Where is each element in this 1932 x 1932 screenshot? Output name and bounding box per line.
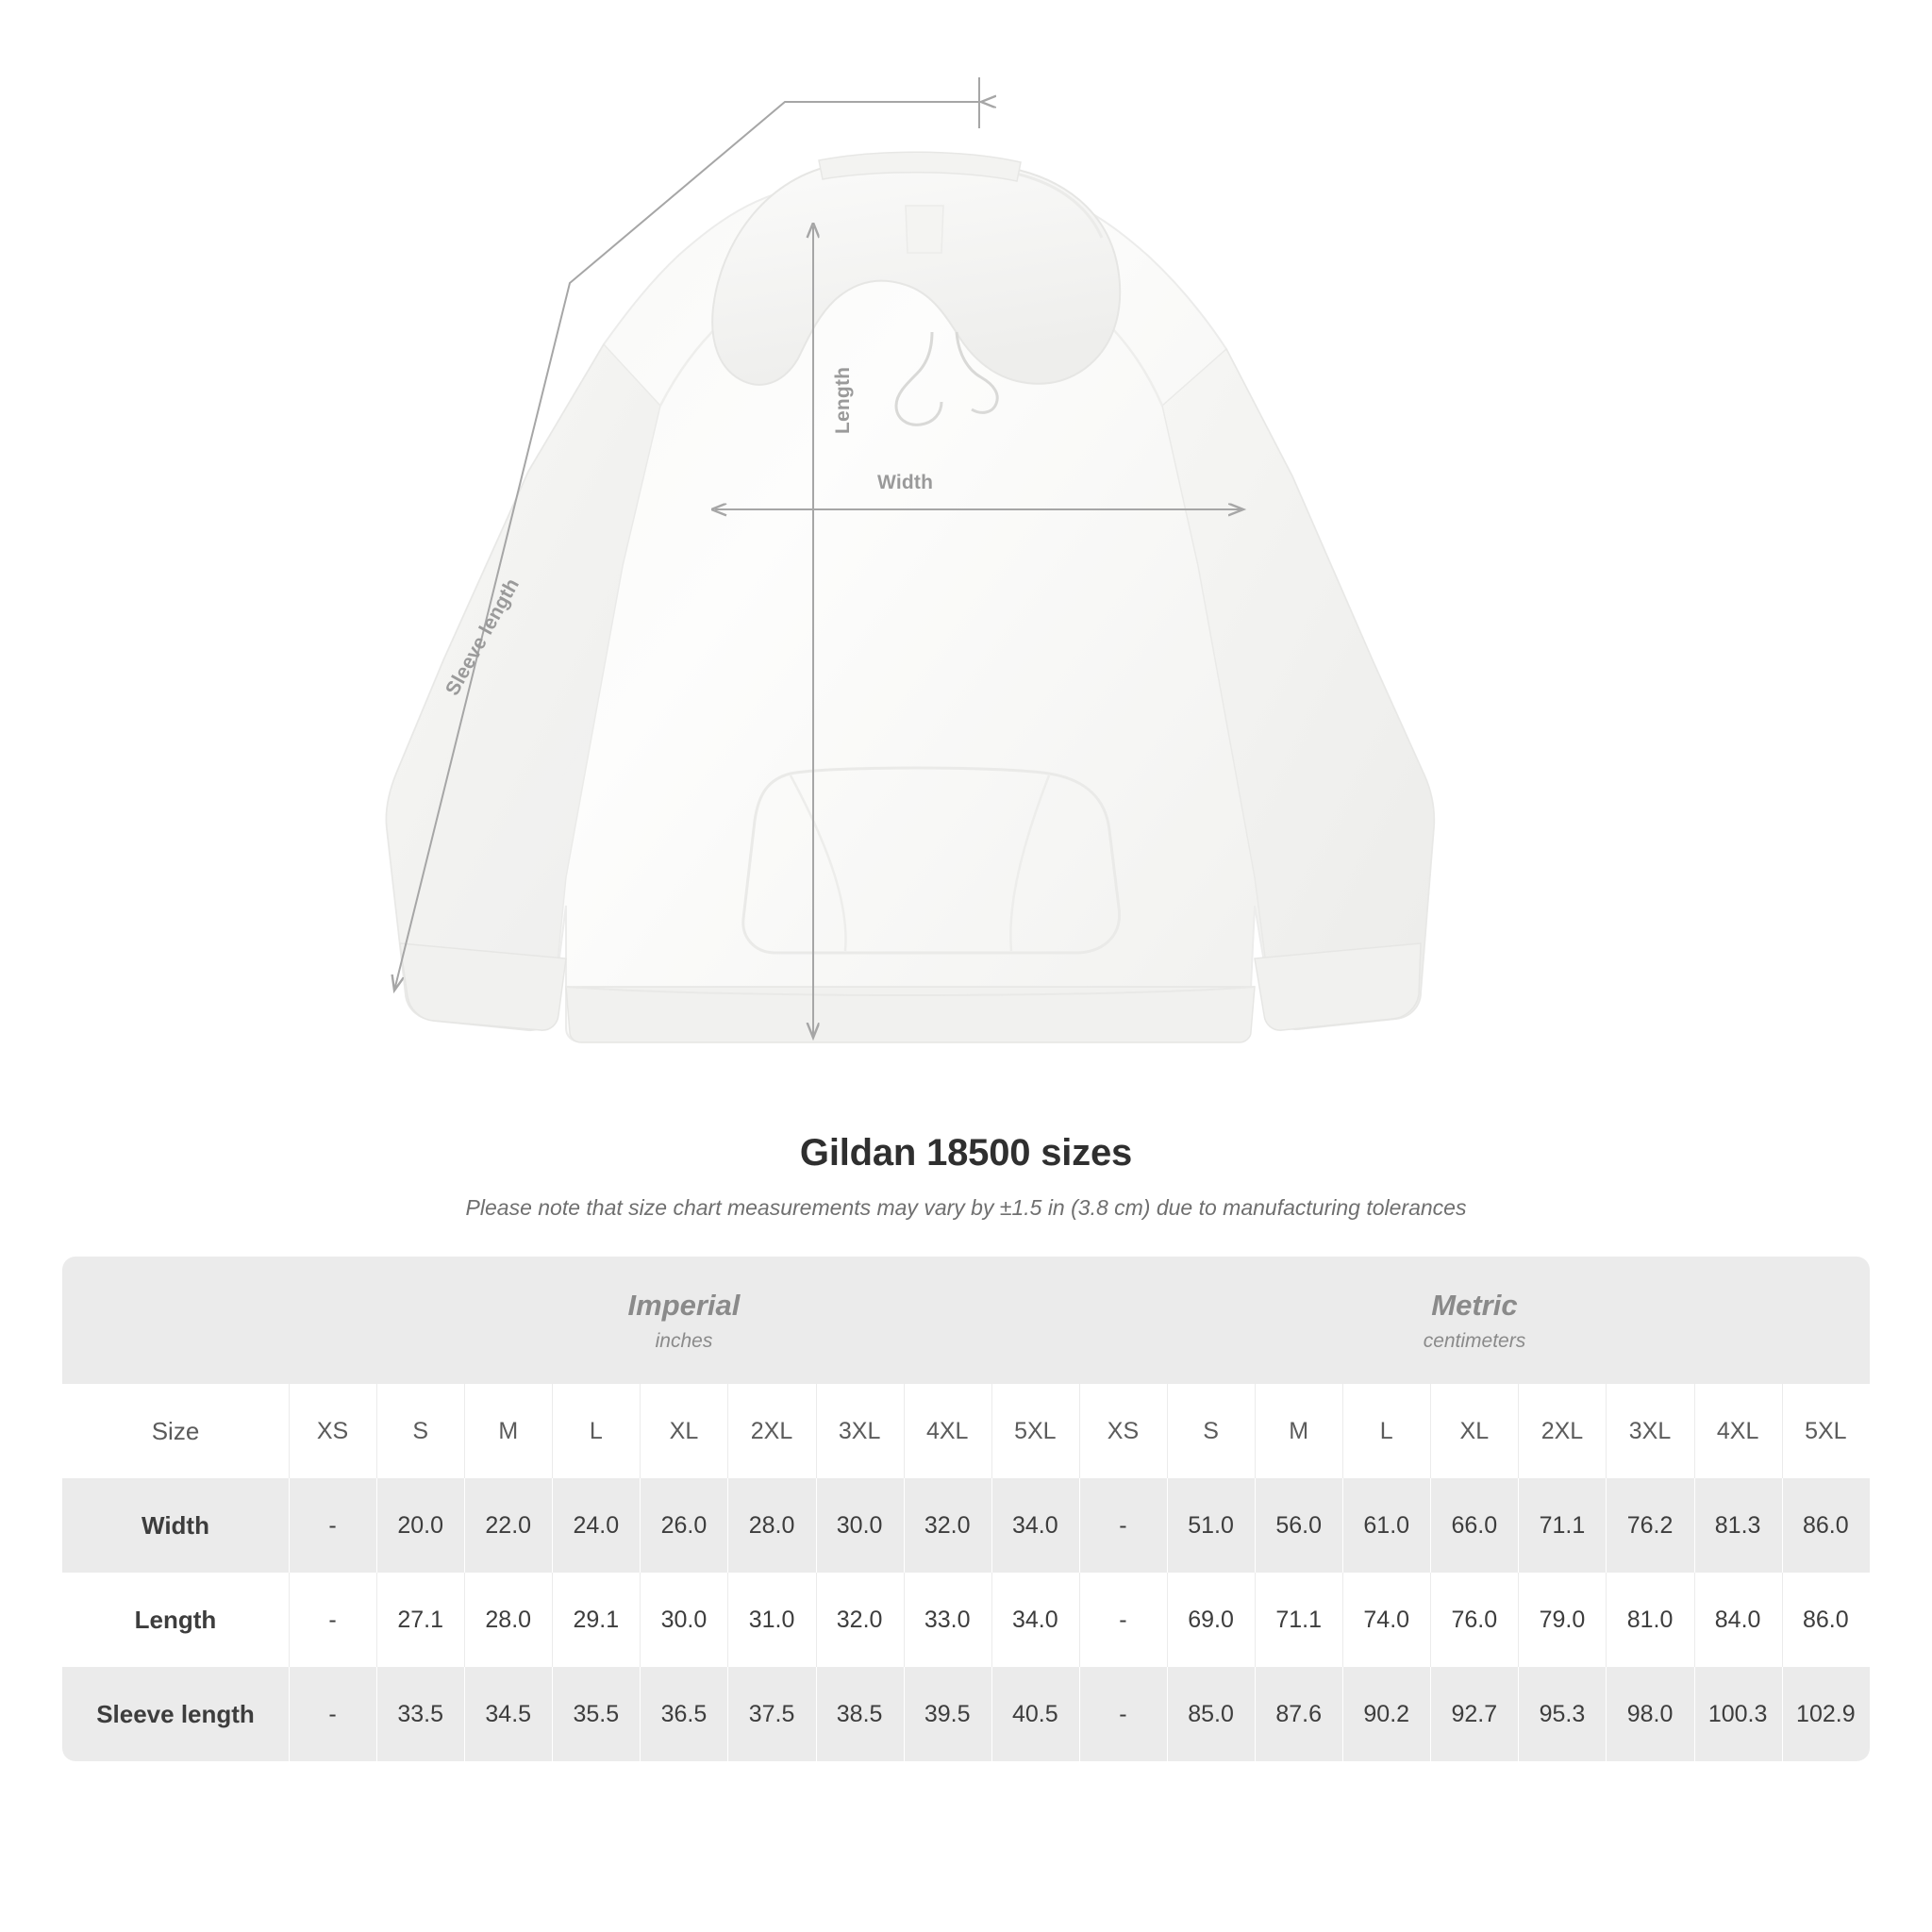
cell-length-s-imperial: 27.1 [376, 1573, 464, 1667]
hoodie-body-shape [386, 152, 1434, 1042]
cell-sleeve-m-imperial: 34.5 [464, 1667, 552, 1761]
cell-length-4xl-metric: 84.0 [1694, 1573, 1782, 1667]
cell-sleeve-m-metric: 87.6 [1255, 1667, 1342, 1761]
cell-sleeve-l-imperial: 35.5 [552, 1667, 640, 1761]
cell-length-xl-metric: 76.0 [1430, 1573, 1518, 1667]
row-label-sleeve-length: Sleeve length [62, 1667, 289, 1761]
size-header-row [62, 1384, 1870, 1478]
cell-width-s-imperial: 20.0 [376, 1478, 464, 1573]
cell-sleeve-2xl-imperial: 37.5 [727, 1667, 815, 1761]
col-header-2xl-metric: 2XL [1518, 1384, 1606, 1478]
table-corner-label: Size [62, 1384, 289, 1478]
chart-title: Gildan 18500 sizes [799, 1132, 1133, 1174]
col-header-xl-metric: XL [1430, 1384, 1518, 1478]
cell-sleeve-xl-metric: 92.7 [1430, 1667, 1518, 1761]
cell-width-l-metric: 61.0 [1342, 1478, 1430, 1573]
cell-sleeve-4xl-imperial: 39.5 [904, 1667, 991, 1761]
cell-length-xs-imperial: - [289, 1573, 376, 1667]
size-table-wrapper [62, 1257, 1870, 1761]
col-header-5xl-imperial: 5XL [991, 1384, 1079, 1478]
length-label: Length [832, 366, 854, 434]
cell-width-5xl-metric: 86.0 [1782, 1478, 1870, 1573]
cell-length-l-metric: 74.0 [1342, 1573, 1430, 1667]
cell-width-2xl-metric: 71.1 [1518, 1478, 1606, 1573]
size-table [62, 1257, 1870, 1761]
cell-sleeve-xl-imperial: 36.5 [640, 1667, 727, 1761]
col-header-2xl-imperial: 2XL [727, 1384, 815, 1478]
row-label-length: Length [62, 1573, 289, 1667]
cell-sleeve-xs-metric: - [1079, 1667, 1167, 1761]
cell-width-4xl-imperial: 32.0 [904, 1478, 991, 1573]
col-header-l-imperial: L [552, 1384, 640, 1478]
cell-sleeve-3xl-imperial: 38.5 [816, 1667, 904, 1761]
col-header-xs-metric: XS [1079, 1384, 1167, 1478]
cell-width-xl-metric: 66.0 [1430, 1478, 1518, 1573]
unit-group-metric-sub: centimeters [1423, 1329, 1526, 1352]
col-header-4xl-imperial: 4XL [904, 1384, 991, 1478]
cell-sleeve-l-metric: 90.2 [1342, 1667, 1430, 1761]
table-row [62, 1478, 1870, 1573]
row-label-width: Width [62, 1478, 289, 1573]
cell-length-3xl-metric: 81.0 [1606, 1573, 1693, 1667]
cell-width-5xl-imperial: 34.0 [991, 1478, 1079, 1573]
cell-width-xs-metric: - [1079, 1478, 1167, 1573]
unit-group-imperial-sub: inches [655, 1329, 713, 1352]
col-header-3xl-metric: 3XL [1606, 1384, 1693, 1478]
col-header-s-metric: S [1167, 1384, 1255, 1478]
cell-width-4xl-metric: 81.3 [1694, 1478, 1782, 1573]
cell-sleeve-5xl-imperial: 40.5 [991, 1667, 1079, 1761]
sleeve-length-label: Sleeve length [441, 575, 525, 700]
chart-note: Please note that size chart measurements may vary by ±1.5 in (3.8 cm) due to manufacturing tolerances [465, 1195, 1467, 1220]
cell-sleeve-4xl-metric: 100.3 [1694, 1667, 1782, 1761]
cell-length-xs-metric: - [1079, 1573, 1167, 1667]
col-header-xs-imperial: XS [289, 1384, 376, 1478]
col-header-3xl-imperial: 3XL [816, 1384, 904, 1478]
unit-group-metric-name: Metric [1431, 1288, 1518, 1322]
cell-width-xs-imperial: - [289, 1478, 376, 1573]
unit-header-row [62, 1257, 1870, 1384]
unit-row-spacer [62, 1257, 289, 1384]
cell-length-5xl-imperial: 34.0 [991, 1573, 1079, 1667]
cell-sleeve-xs-imperial: - [289, 1667, 376, 1761]
col-header-s-imperial: S [376, 1384, 464, 1478]
cell-length-s-metric: 69.0 [1167, 1573, 1255, 1667]
chart-heading-block [0, 1132, 1932, 1221]
unit-group-imperial [289, 1257, 1079, 1384]
cell-length-xl-imperial: 30.0 [640, 1573, 727, 1667]
col-header-m-imperial: M [464, 1384, 552, 1478]
cell-width-m-imperial: 22.0 [464, 1478, 552, 1573]
cell-width-2xl-imperial: 28.0 [727, 1478, 815, 1573]
cell-width-xl-imperial: 26.0 [640, 1478, 727, 1573]
cell-width-l-imperial: 24.0 [552, 1478, 640, 1573]
col-header-4xl-metric: 4XL [1694, 1384, 1782, 1478]
unit-group-imperial-name: Imperial [627, 1288, 741, 1322]
cell-length-2xl-imperial: 31.0 [727, 1573, 815, 1667]
cell-length-m-imperial: 28.0 [464, 1573, 552, 1667]
cell-width-m-metric: 56.0 [1255, 1478, 1342, 1573]
col-header-xl-imperial: XL [640, 1384, 727, 1478]
cell-length-5xl-metric: 86.0 [1782, 1573, 1870, 1667]
table-row [62, 1573, 1870, 1667]
cell-sleeve-s-metric: 85.0 [1167, 1667, 1255, 1761]
cell-length-3xl-imperial: 32.0 [816, 1573, 904, 1667]
col-header-5xl-metric: 5XL [1782, 1384, 1870, 1478]
cell-length-4xl-imperial: 33.0 [904, 1573, 991, 1667]
cell-sleeve-5xl-metric: 102.9 [1782, 1667, 1870, 1761]
col-header-m-metric: M [1255, 1384, 1342, 1478]
cell-sleeve-3xl-metric: 98.0 [1606, 1667, 1693, 1761]
cell-width-3xl-imperial: 30.0 [816, 1478, 904, 1573]
cell-sleeve-s-imperial: 33.5 [376, 1667, 464, 1761]
cell-length-2xl-metric: 79.0 [1518, 1573, 1606, 1667]
cell-length-l-imperial: 29.1 [552, 1573, 640, 1667]
cell-width-s-metric: 51.0 [1167, 1478, 1255, 1573]
width-label: Width [877, 472, 934, 493]
cell-sleeve-2xl-metric: 95.3 [1518, 1667, 1606, 1761]
cell-length-m-metric: 71.1 [1255, 1573, 1342, 1667]
table-row [62, 1667, 1870, 1761]
cell-width-3xl-metric: 76.2 [1606, 1478, 1693, 1573]
col-header-l-metric: L [1342, 1384, 1430, 1478]
unit-group-metric [1079, 1257, 1870, 1384]
